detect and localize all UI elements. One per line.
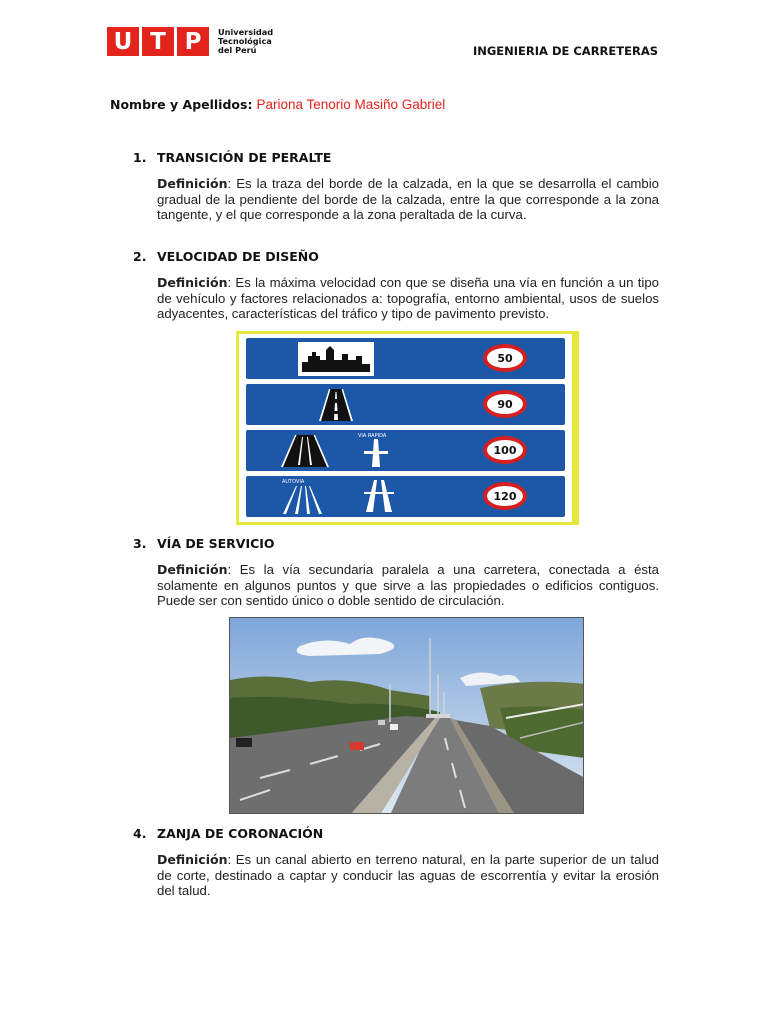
motorway-label: AUTOVIA bbox=[282, 479, 305, 485]
definition-label: Definición bbox=[157, 562, 228, 577]
section-heading bbox=[133, 150, 331, 165]
logo-university-name bbox=[218, 28, 273, 55]
logo-line-3: del Perú bbox=[218, 45, 257, 55]
definition-text: : Es la vía secundaria paralela a una carretera, conectada a ésta solamente en algunos puntos y que sirve a las propiedades o edificios contiguos. Puede ser con sentido único o doble sentido de circulación. bbox=[157, 562, 659, 608]
logo-letter-t: T bbox=[142, 27, 174, 56]
definition-text: : Es un canal abierto en terreno natural, en la parte superior de un talud de corte, destinado a captar y conducir las aguas de escorrentía y evitar la erosión del talud. bbox=[157, 852, 659, 898]
student-name-line bbox=[110, 97, 445, 112]
section-definition bbox=[157, 852, 659, 899]
course-title: INGENIERIA DE CARRETERAS bbox=[472, 44, 658, 58]
definition-label: Definición bbox=[157, 176, 228, 191]
section-title: VÍA DE SERVICIO bbox=[157, 536, 275, 551]
wide-road-icon bbox=[280, 435, 330, 467]
section-definition bbox=[157, 275, 659, 322]
definition-label: Definición bbox=[157, 275, 228, 290]
logo-letter-u: U bbox=[107, 27, 139, 56]
definition-text: : Es la máxima velocidad con que se diseña una vía en función a un tipo de vehículo y factores relacionados a: topografía, entorno ambiental, usos de suelos adyacentes, características del tráfico y tipo de pavimento previsto. bbox=[157, 275, 659, 321]
speed-120-icon: 120 bbox=[483, 482, 527, 510]
utp-logo bbox=[107, 27, 273, 56]
motorway-symbol-icon bbox=[362, 480, 396, 512]
sign-band-motorway bbox=[246, 476, 565, 517]
motorway-road-icon bbox=[280, 486, 326, 514]
section-definition bbox=[157, 562, 659, 609]
section-heading bbox=[133, 826, 323, 841]
two-lane-road-icon bbox=[316, 389, 356, 421]
speed-50-icon: 50 bbox=[483, 344, 527, 372]
logo-line-2: Tecnológica bbox=[218, 36, 272, 46]
speed-100-icon: 100 bbox=[483, 436, 527, 464]
section-title: ZANJA DE CORONACIÓN bbox=[157, 826, 324, 841]
speed-90-icon: 90 bbox=[483, 390, 527, 418]
student-name: Pariona Tenorio Masiño Gabriel bbox=[256, 97, 446, 112]
student-label: Nombre y Apellidos: bbox=[110, 97, 253, 112]
speed-limit-sign-image bbox=[236, 331, 579, 525]
definition-label: Definición bbox=[157, 852, 228, 867]
section-number: 4. bbox=[133, 826, 147, 841]
section-title: TRANSICIÓN DE PERALTE bbox=[157, 150, 332, 165]
section-number: 1. bbox=[133, 150, 147, 165]
sign-band-urban bbox=[246, 338, 565, 379]
expressway-symbol-icon bbox=[364, 439, 388, 467]
logo-line-1: Universidad bbox=[218, 27, 274, 37]
section-heading bbox=[133, 536, 275, 551]
sign-band-road bbox=[246, 384, 565, 425]
section-title: VELOCIDAD DE DISEÑO bbox=[157, 249, 319, 264]
service-road-photo bbox=[229, 617, 584, 814]
section-definition bbox=[157, 176, 659, 223]
section-heading bbox=[133, 249, 319, 264]
town-silhouette-icon bbox=[298, 342, 374, 376]
section-number: 3. bbox=[133, 536, 147, 551]
sign-band-expressway bbox=[246, 430, 565, 471]
section-number: 2. bbox=[133, 249, 147, 264]
definition-text: : Es la traza del borde de la calzada, en la que se desarrolla el cambio gradual de la pendiente del borde de la calzada, entre la que corresponde a la zona tangente, y el que corresponde a la zona peraltada de la curva. bbox=[157, 176, 659, 222]
expressway-label: VIA RAPIDA bbox=[358, 433, 387, 439]
logo-letter-p: P bbox=[177, 27, 209, 56]
